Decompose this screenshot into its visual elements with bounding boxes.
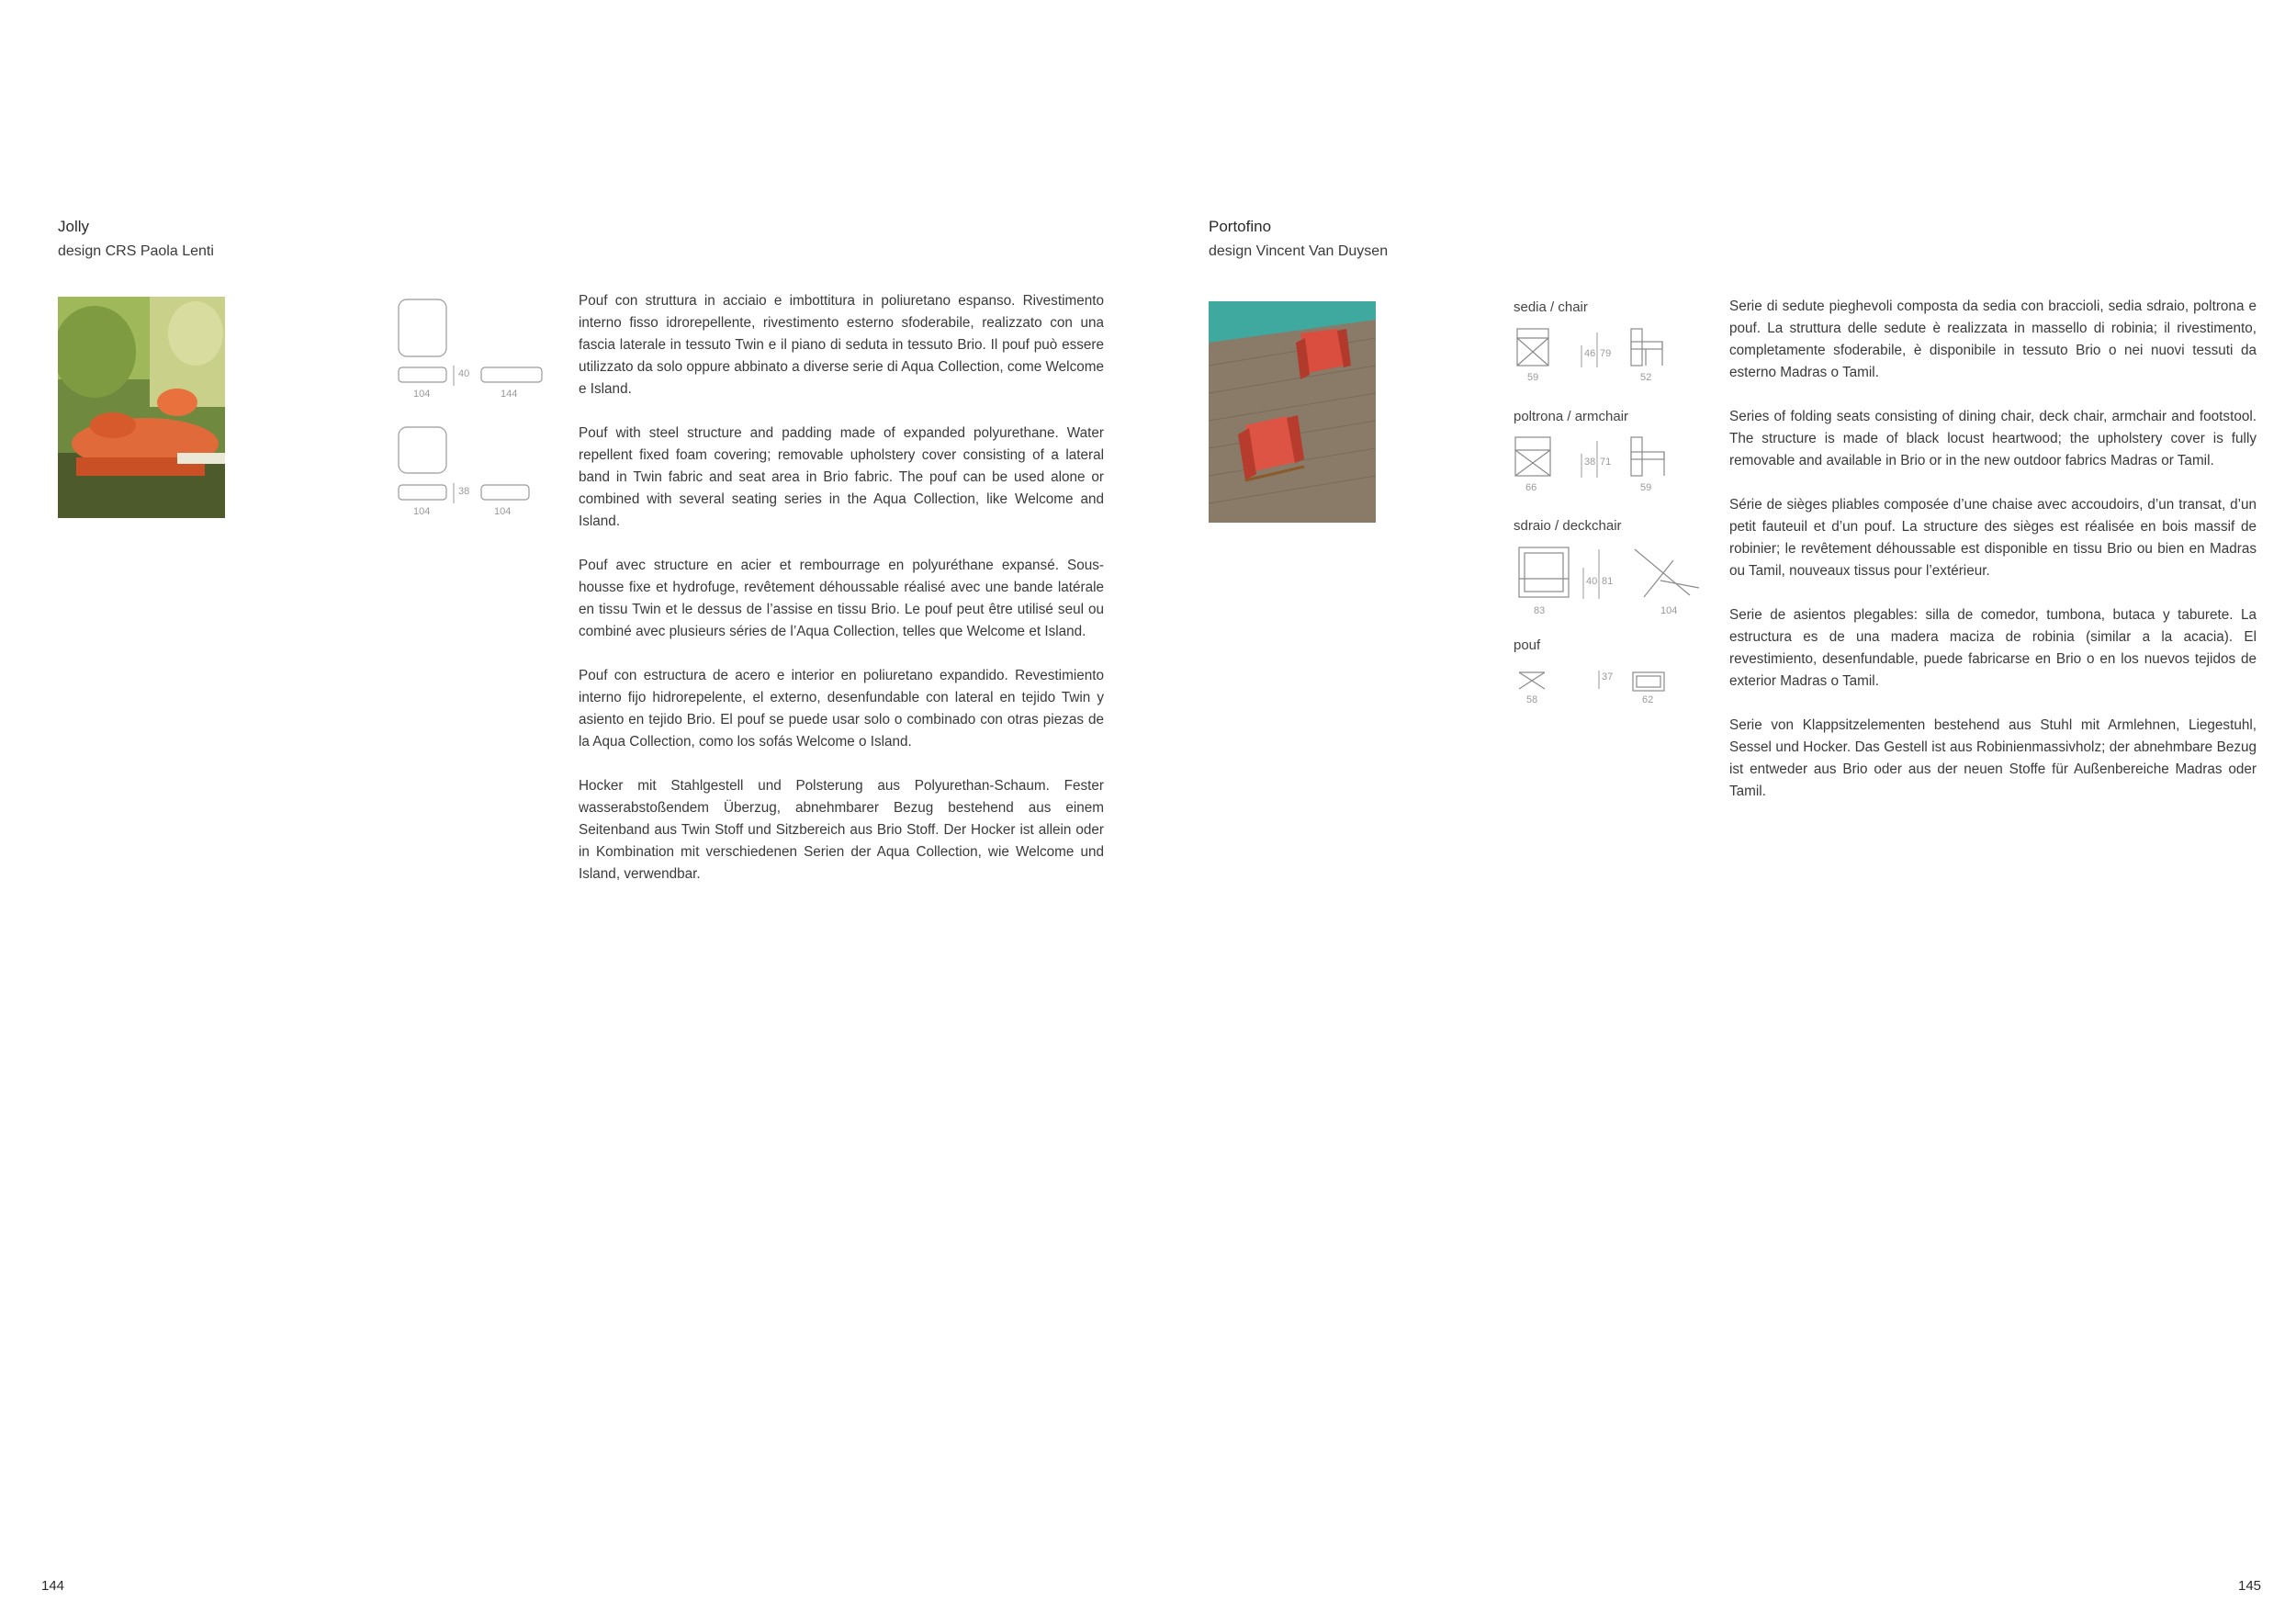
jolly-side-view-2 xyxy=(399,485,446,500)
jolly-dim-height-1: 40 xyxy=(458,368,470,379)
chair-side-drawing xyxy=(1631,329,1662,366)
deckchair-dim-total-height: 81 xyxy=(1602,576,1614,587)
portofino-designer: design Vincent Van Duysen xyxy=(1209,243,1389,259)
jolly-text-de: Hocker mit Stahlgestell und Polsterung aus Polyurethan-Schaum. Fester wasserabstoßendem Überzug, abnehmbarer Bezug bestehend aus einem Seitenband aus Twin Stoff und Sitzbereich aus Brio Stoff. Der Hocker ist allein oder in Kombination mit verschiedenen Serien der Aqua Collection, wie Welcome und Island, verwendbar. xyxy=(579,778,1104,882)
jolly-top-view-1 xyxy=(399,299,446,356)
pouf-front-drawing xyxy=(1519,672,1545,689)
portofino-text-fr: Série de sièges pliables composée d’une chaise avec accoudoirs, d’un transat, d’un petit fauteuil et d’un pouf. La structure des sièges est réalisée en bois massif de robinier; le revêtement déhoussable est disponible en tissu Brio ou bien en Madras ou Tamil, nouveaux tissus pour l’extérieur. xyxy=(1729,497,2257,579)
jolly-text-fr: Pouf avec structure en acier et rembourrage en polyuréthane expansé. Sous-housse fixe et hydrofuge, revêtement déhoussable réalisé avec une bande latérale en tissu Twin et le dessus de l’assise en tissu Brio. Le pouf peut être utilisé seul ou combiné avec plusieurs séries de l’Aqua Collection, telles que Welcome et Island. xyxy=(579,558,1104,639)
armchair-front-drawing xyxy=(1515,437,1550,476)
item-label-armchair: poltrona / armchair xyxy=(1514,409,1629,424)
portofino-text-de: Serie von Klappsitzelementen bestehend aus Stuhl mit Armlehnen, Liegestuhl, Sessel und Hocker. Das Gestell ist aus Robinienmassivholz; der abnehmbare Bezug ist entweder aus Brio oder aus der neuen Stoffe für Außenbereiche Madras oder Tamil. xyxy=(1729,717,2257,799)
jolly-front-view-1 xyxy=(481,367,542,382)
chair-front-drawing xyxy=(1517,329,1548,366)
jolly-dimension-drawings xyxy=(395,294,551,524)
portofino-description xyxy=(1729,296,2257,825)
deckchair-front-drawing xyxy=(1519,547,1569,597)
armchair-side-drawing xyxy=(1631,437,1664,476)
deckchair-dim-depth: 104 xyxy=(1660,605,1678,616)
deckchair-dim-seat-height: 40 xyxy=(1586,576,1598,587)
item-label-pouf: pouf xyxy=(1514,637,1541,653)
deckchair-dim-width: 83 xyxy=(1534,605,1546,616)
jolly-top-view-2 xyxy=(399,427,446,473)
armchair-dim-seat-height: 38 xyxy=(1584,457,1596,468)
page-number-left: 144 xyxy=(41,1578,65,1594)
jolly-front-view-2 xyxy=(481,485,529,500)
pouf-dim-depth: 62 xyxy=(1642,694,1654,705)
page-number-right: 145 xyxy=(2238,1578,2262,1594)
portofino-photo xyxy=(1209,301,1376,523)
chair-dim-depth: 52 xyxy=(1640,372,1652,383)
jolly-dim-height-2: 38 xyxy=(458,486,470,497)
jolly-text-en: Pouf with steel structure and padding made of expanded polyurethane. Water repellent fixed foam covering; removable upholstery cover consisting of a lateral band in Twin fabric and seat area in Brio fabric. The pouf can be used alone or combined with several seating series in the Aqua Collection, like Welcome and Island. xyxy=(579,425,1104,529)
jolly-description xyxy=(579,290,1104,908)
portofino-text-en: Series of folding seats consisting of dining chair, deck chair, armchair and footstool. The structure is made of black locust heartwood; the upholstery cover is fully removable and available in Brio or in the new outdoor fabrics Madras or Tamil. xyxy=(1729,409,2257,468)
chair-dim-total-height: 79 xyxy=(1600,348,1612,359)
deckchair-side-drawing xyxy=(1635,549,1699,597)
portofino-text-es: Serie de asientos plegables: silla de comedor, tumbona, butaca y taburete. La estructura es de una madera maciza de robinia (similar a la acacia). El revestimiento, desenfundable, puede fabricarse en Brio o en los nuevos tejidos de exterior Madras o Tamil. xyxy=(1729,607,2257,689)
armchair-dim-total-height: 71 xyxy=(1600,457,1612,468)
armchair-dim-width: 66 xyxy=(1525,482,1537,493)
item-label-deckchair: sdraio / deckchair xyxy=(1514,518,1622,534)
portofino-text-it: Serie di sedute pieghevoli composta da sedia con braccioli, sedia sdraio, poltrona e pouf. La struttura delle sedute è realizzata in massello di robinia; il rivestimento, completamente sfoderabile, è disponibile in tessuto Brio o nei nuovi tessuti da esterno Madras o Tamil. xyxy=(1729,299,2257,380)
portofino-dimension-drawings xyxy=(1506,321,1717,707)
item-label-chair: sedia / chair xyxy=(1514,299,1588,315)
jolly-dim-width-1: 104 xyxy=(413,389,431,400)
jolly-photo xyxy=(58,297,225,518)
jolly-dim-depth-2: 104 xyxy=(494,506,512,517)
pouf-top-drawing xyxy=(1633,672,1664,691)
jolly-dim-width-2: 104 xyxy=(413,506,431,517)
jolly-text-it: Pouf con struttura in acciaio e imbottitura in poliuretano espanso. Rivestimento interno fisso idrorepellente, rivestimento esterno sfoderabile, realizzato con una fascia laterale in tessuto Twin e il piano di seduta in tessuto Brio. Il pouf può essere utilizzato da solo oppure abbinato a diverse serie di Aqua Collection, come Welcome e Island. xyxy=(579,293,1104,397)
jolly-side-view-1 xyxy=(399,367,446,382)
portofino-title: Portofino xyxy=(1209,218,1272,235)
pouf-dim-height: 37 xyxy=(1602,671,1614,682)
chair-dim-seat-height: 46 xyxy=(1584,348,1596,359)
chair-dim-width: 59 xyxy=(1527,372,1539,383)
jolly-designer: design CRS Paola Lenti xyxy=(58,243,214,259)
armchair-dim-depth: 59 xyxy=(1640,482,1652,493)
pouf-dim-width: 58 xyxy=(1526,694,1538,705)
jolly-dim-depth-1: 144 xyxy=(501,389,518,400)
jolly-title: Jolly xyxy=(58,218,90,235)
jolly-text-es: Pouf con estructura de acero e interior en poliuretano expandido. Revestimiento interno fijo hidrorepelente, el externo, desenfundable con lateral en tejido Twin y asiento en tejido Brio. El pouf se puede usar solo o combinado con otras piezas de la Aqua Collection, como los sofás Welcome o Island. xyxy=(579,668,1104,750)
